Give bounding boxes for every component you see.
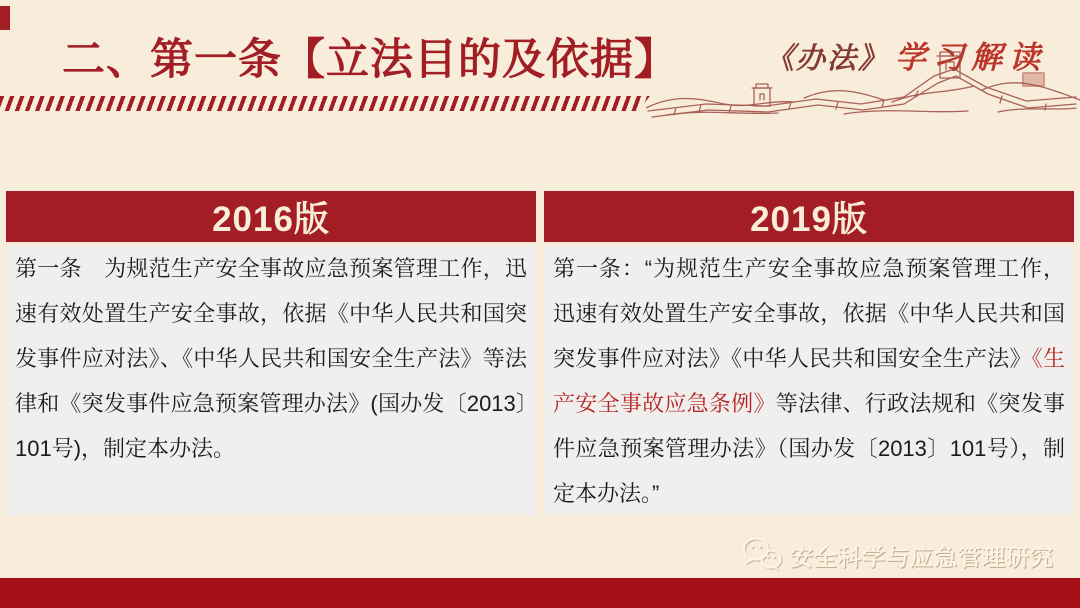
- cell-2019-text: 第一条：“为规范生产安全事故应急预案管理工作，迅速有效处置生产安全事故，依据《中华人民共和国突发事件应对法》《中华人民共和国安全生产法》《生产安全事故应急条例》等法律、行政法规和《突发事件应急预案管理办法》（国办发〔2013〕101号），制定本办法。”: [544, 246, 1074, 515]
- bottom-accent-bar: [0, 578, 1080, 608]
- brand-book-title: 《办法》: [765, 41, 890, 75]
- hatched-divider: [0, 96, 650, 111]
- cell-2016-text: 第一条 为规范生产安全事故应急预案管理工作，迅速有效处置生产安全事故，依据《中华人民共和国突发事件应对法》、《中华人民共和国安全生产法》等法律和《突发事件应急预案管理办法》(国办发〔2013〕101号)，制定本办法。: [6, 246, 536, 515]
- watermark-text: 安全科学与应急管理研究: [790, 543, 1054, 570]
- brand-caption: 学习解读: [895, 40, 1048, 76]
- corner-accent-mark: [0, 6, 10, 30]
- great-wall-illustration: [646, 48, 1080, 122]
- column-header-2019: 2019版: [544, 191, 1074, 242]
- wechat-icon: [741, 536, 783, 574]
- watermark: [741, 536, 1054, 574]
- page-title: 二、第一条【立法目的及依据】: [62, 36, 678, 84]
- column-header-2016: 2016版: [6, 191, 536, 242]
- seal-stamp: [1022, 72, 1045, 87]
